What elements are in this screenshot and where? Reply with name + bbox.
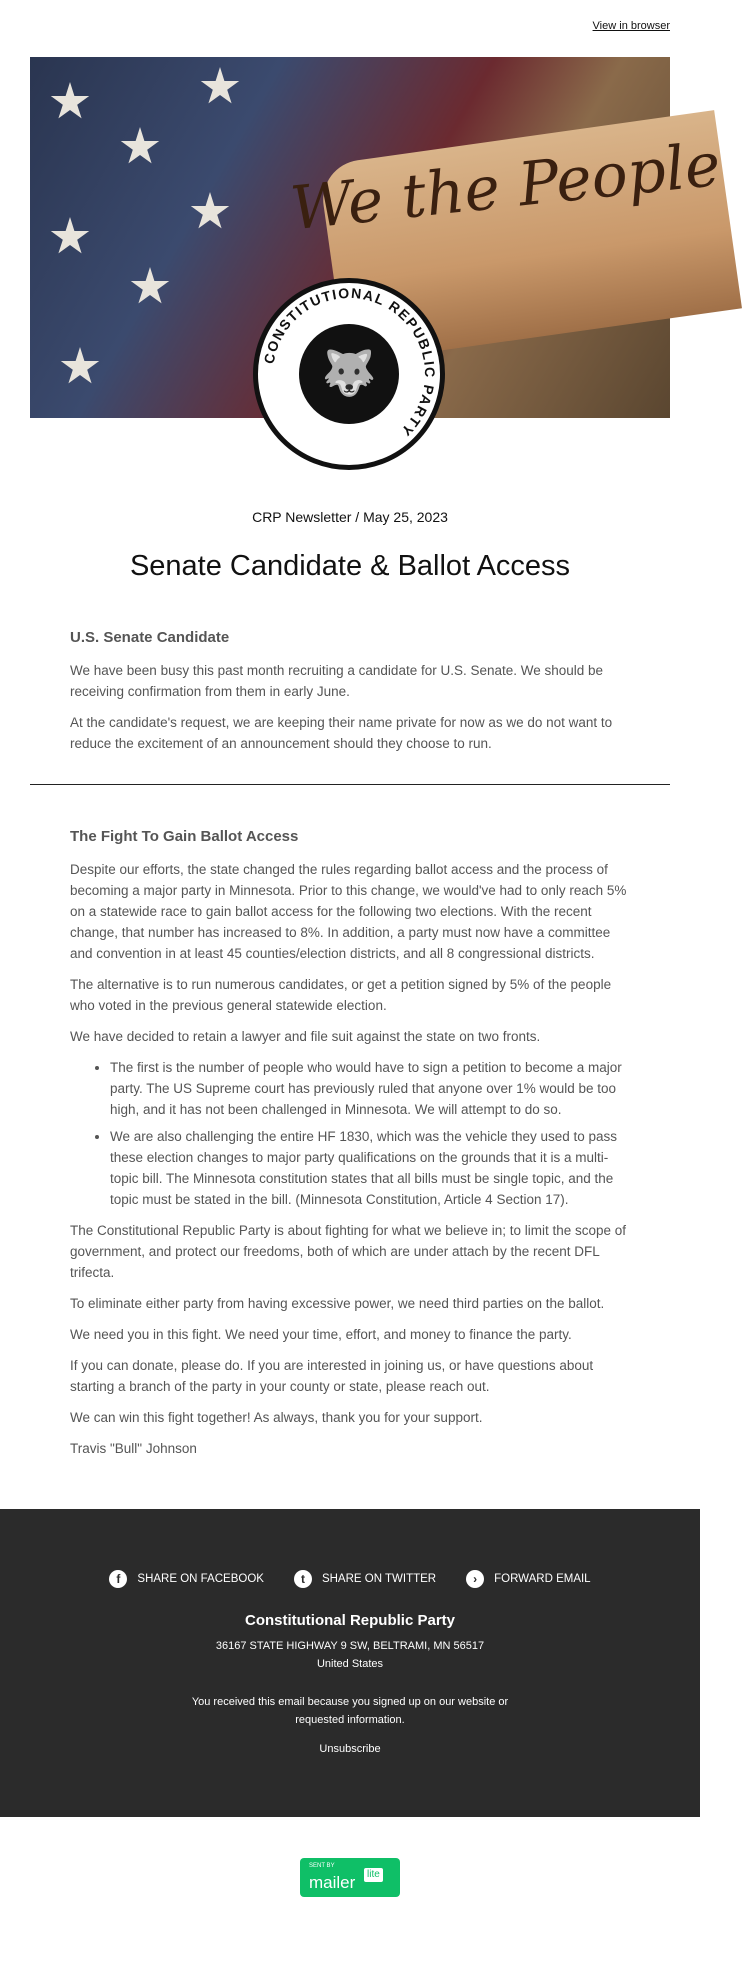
footer [0, 1509, 700, 1817]
facebook-icon: f [109, 1570, 127, 1588]
signature: Travis "Bull" Johnson [70, 1441, 197, 1456]
list-item: • We are also challenging the entire HF 1830, which was the vehicle they used to pass these election changes to major party qualifications on the grounds that it is a multi-topic bill. The Minnesota constitution states that all bills must be single topic, and the topic must be stated in the bill. (Minnesota Constitution, Article 4 Section 17). [110, 1126, 630, 1210]
divider [30, 784, 670, 785]
newsletter-title: Senate Candidate & Ballot Access [129, 550, 571, 582]
star-icon [50, 82, 90, 122]
paragraph: To eliminate either party from having excessive power, we need third parties on the ballot. [70, 1296, 605, 1311]
list-item: • The first is the number of people who would have to sign a petition to become a major party. The US Supreme court has previously ruled that anyone over 1% would be too high, and it has not been challenged in Minnesota. We will attempt to do so. [110, 1057, 630, 1120]
svg-text:CONSTITUTIONAL REPUBLIC PARTY: CONSTITUTIONAL REPUBLIC PARTY [260, 284, 439, 441]
paragraph: We have decided to retain a lawyer and file suit against the state on two fronts. [70, 1029, 541, 1044]
paragraph: We have been busy this past month recruiting a candidate for U.S. Senate. We should be receiving confirmation from them in early June. [70, 663, 604, 699]
star-icon [60, 347, 100, 387]
paragraph: The alternative is to run numerous candidates, or get a petition signed by 5% of the people who voted in the previous general statewide election. [70, 977, 612, 1013]
star-icon [130, 267, 170, 307]
party-logo [253, 278, 445, 470]
wolf-icon: 🐺 [299, 324, 399, 424]
subscription-reason: You received this email because you signed up on our website or requested information. [191, 1696, 509, 1726]
section-senate-candidate [70, 628, 630, 754]
paragraph: At the candidate's request, we are keeping their name private for now as we do not want to reduce the excitement of an announcement should they choose to run. [70, 715, 613, 751]
star-icon [200, 67, 240, 107]
unsubscribe-link[interactable]: Unsubscribe [319, 1743, 381, 1755]
dateline: CRP Newsletter / May 25, 2023 [252, 509, 448, 525]
view-in-browser-link[interactable]: View in browser [592, 20, 670, 32]
address: 36167 STATE HIGHWAY 9 SW, BELTRAMI, MN 56517 United States [215, 1640, 485, 1670]
star-icon [190, 192, 230, 232]
paragraph: The Constitutional Republic Party is about fighting for what we believe in; to limit the scope of government, and protect our freedoms, both of which are under attach by the recent DFL trifecta. [70, 1223, 627, 1280]
twitter-icon: t [294, 1570, 312, 1588]
paragraph: We need you in this fight. We need your time, effort, and money to finance the party. [70, 1327, 572, 1342]
star-icon [50, 217, 90, 257]
share-twitter-link[interactable]: t SHARE ON TWITTER [294, 1569, 436, 1589]
paragraph: We can win this fight together! As always, thank you for your support. [70, 1410, 483, 1425]
paragraph: If you can donate, please do. If you are interested in joining us, or have questions about starting a branch of the party in your county or state, please reach out. [70, 1358, 594, 1394]
org-name: Constitutional Republic Party [244, 1612, 455, 1629]
mailerlite-badge[interactable]: SENT BY mailer lite [300, 1858, 400, 1897]
share-links [0, 1569, 700, 1589]
section-heading: U.S. Senate Candidate [70, 629, 230, 646]
we-the-people-text: We the People [287, 129, 724, 245]
section-heading: The Fight To Gain Ballot Access [70, 828, 299, 845]
section-ballot-access [70, 827, 630, 1509]
share-facebook-link[interactable]: f SHARE ON FACEBOOK [109, 1569, 264, 1589]
bullet-list [110, 1057, 630, 1210]
paragraph: Despite our efforts, the state changed the rules regarding ballot access and the process of becoming a major party in Minnesota. Prior to this change, we would've had to only reach 5% on a statewide race to gain ballot access for the following two elections. With the recent change, that number has increased to 8%. In addition, a party must now have a committee and convention in at least 45 counties/election districts, and all 8 congressional districts. [70, 862, 627, 961]
forward-email-link[interactable]: › FORWARD EMAIL [466, 1569, 590, 1589]
chevron-right-icon: › [466, 1570, 484, 1588]
star-icon [120, 127, 160, 167]
